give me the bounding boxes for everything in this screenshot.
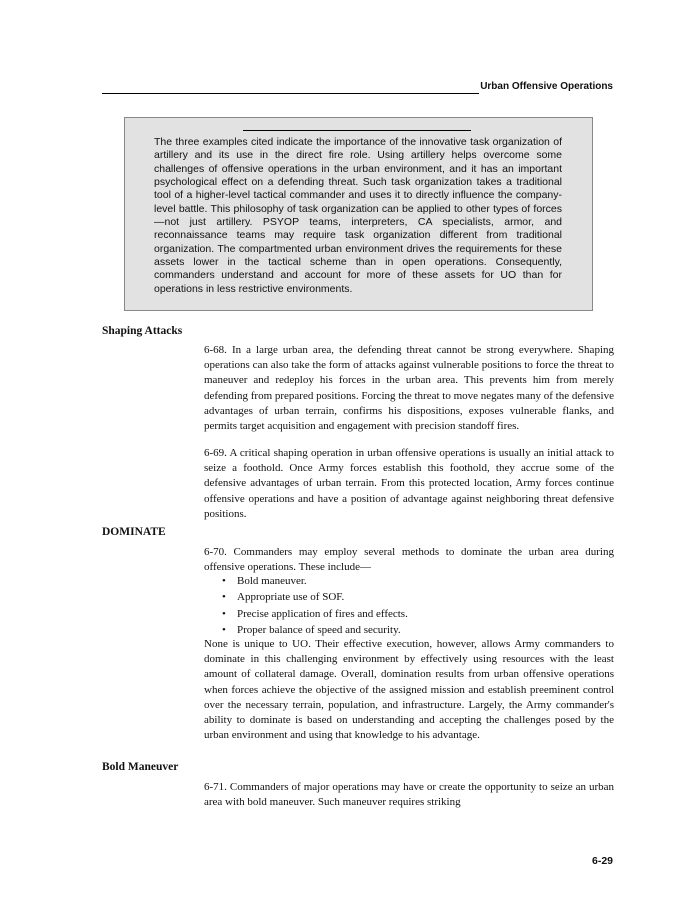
running-header-title: Urban Offensive Operations (480, 81, 613, 92)
list-item: • Proper balance of speed and security. (222, 622, 408, 638)
bullet-dot-icon: • (222, 607, 226, 620)
paragraph-6-68: 6-68. In a large urban area, the defending threat cannot be strong everywhere. Shaping operations can also take the form of attacks against vulnerable positions to force the threat to maneuver and redeploy his forces in the urban area. This prevents him from merely defending from prepared positions. Forcing the threat to move negates many of the defensive advantages of urban terrain, confirms his dispositions, exposes vulnerable flanks, and permits target acquisition and engagement with precision standoff fires. (204, 344, 614, 433)
list-item: • Appropriate use of SOF. (222, 589, 408, 605)
page-number: 6-29 (591, 855, 613, 867)
paragraph-6-70: 6-70. Commanders may employ several methods to dominate the urban area during offensive operations. These include— (204, 546, 614, 574)
list-item: • Bold maneuver. (222, 573, 408, 589)
bullet-dot-icon: • (222, 575, 226, 587)
heading-dominate: DOMINATE (102, 526, 166, 538)
header-rule (102, 93, 479, 94)
sidebar-box-text: The three examples cited indicate the importance of the innovative task organization of artillery and its use in the direct fire role. Using artillery helps overcome some challenges of offensive operations in the urban environment, and it has an important psychological effect on a defending threat. Such task organization takes a traditional tool of a higher-level tactical commander and uses it to directly influence the company-level battle. This philosophy of task organization can be applied to other types of forces—not just artillery. PSYOP teams, interpreters, CA specialists, armor, and reconnaissance teams may require task organization different from traditional organization. The compartmented urban environment drives the requirements for these assets lower in the tactical scheme than in open operations. Consequently, commanders understand and account for more of these assets for UO than for operations in less restrictive environments. (154, 136, 562, 295)
paragraph-6-70-continued: None is unique to UO. Their effective execution, however, allows Army commanders to dominate in this challenging environment by effectively using resources with the least amount of collateral damage. Overall, domination results from urban offensive operations when forces achieve the objective of the assigned mission and establish preeminent control over the necessary terrain, population, and infrastructure. Largely, the Army commander's ability to dominate is based on understanding and accepting the challenges posed by the urban environment and using that knowledge to his advantage. (204, 638, 614, 742)
list-item: • Precise application of fires and effects. (222, 606, 408, 622)
bullet-dot-icon: • (222, 591, 226, 604)
paragraph-6-69: 6-69. A critical shaping operation in urban offensive operations is usually an initial attack to seize a foothold. Once Army forces establish this foothold, they accrue some of the defensive advantages of urban terrain. From this protected location, Army forces continue offensive operations and have a position of advantage against neighboring threat defensive positions. (204, 447, 614, 520)
paragraph-6-71: 6-71. Commanders of major operations may have or create the opportunity to seize an urban area with bold maneuver. Such maneuver requires striking (204, 781, 614, 809)
bullet-dot-icon: • (222, 623, 226, 636)
heading-bold-maneuver: Bold Maneuver (102, 761, 179, 773)
sidebar-box-rule (243, 130, 471, 131)
heading-shaping-attacks: Shaping Attacks (102, 325, 183, 337)
methods-bullet-list (222, 573, 408, 638)
